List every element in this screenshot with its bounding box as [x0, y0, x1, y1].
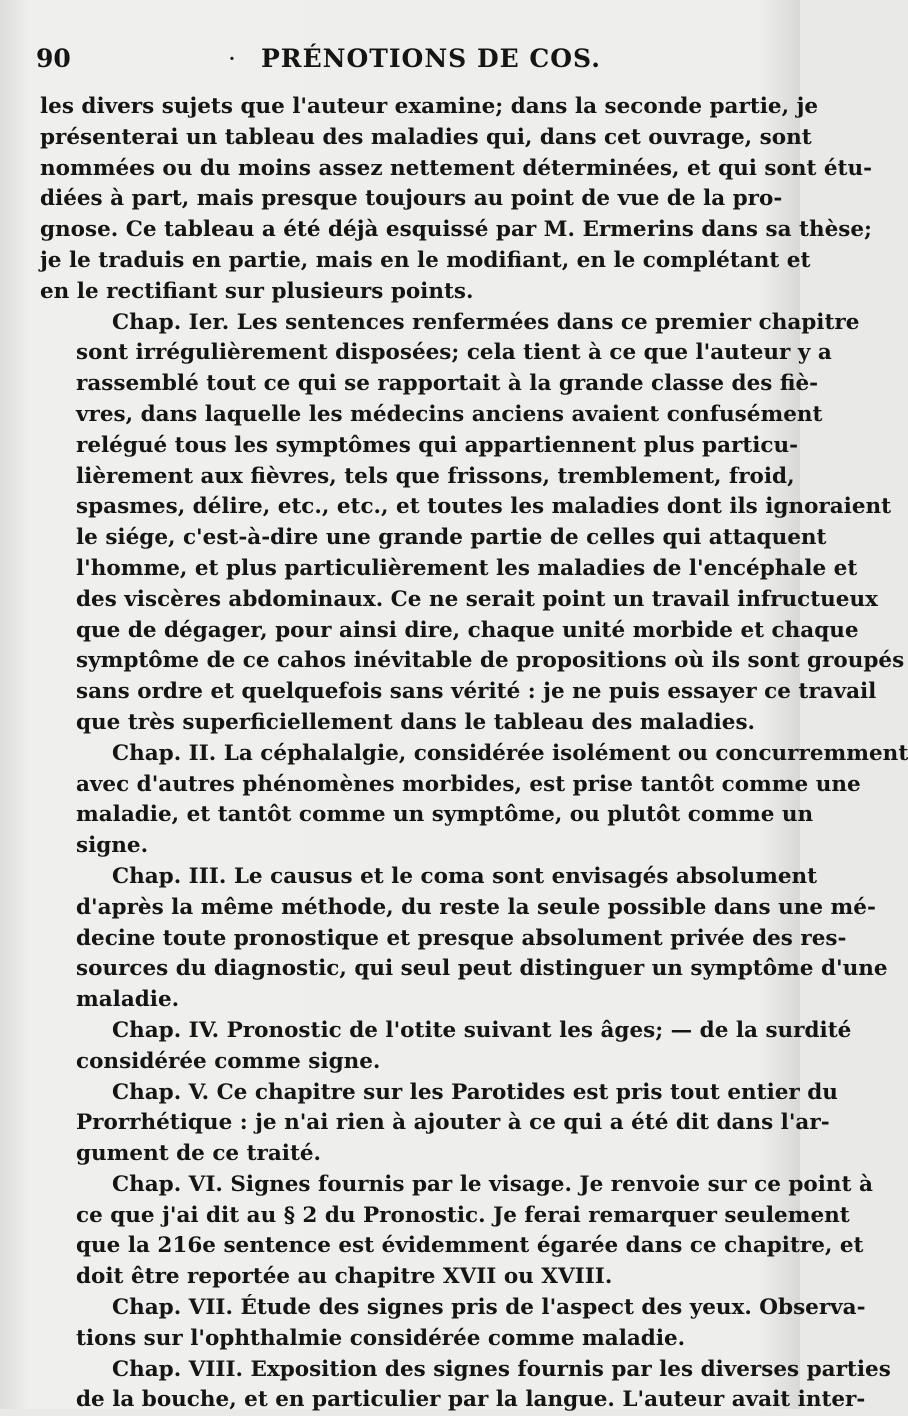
text-line: Chap. Ier. Les sentences renfermées dans ce premier chapitre [112, 309, 860, 335]
paragraph [40, 1293, 866, 1355]
text-line: considérée comme signe. [76, 1048, 381, 1074]
text-line: avec d'autres phénomènes morbides, est prise tantôt comme une [76, 771, 861, 797]
paragraph [40, 92, 873, 308]
body-text [40, 92, 908, 1416]
text-line: decine toute pronostique et presque absolument privée des res- [76, 925, 847, 951]
text-line: je le traduis en partie, mais en le modifiant, en le complétant et [40, 247, 811, 273]
text-line: symptôme de ce cahos inévitable de propositions où ils sont groupés [76, 648, 905, 674]
text-line: des viscères abdominaux. Ce ne serait point un travail infructueux [76, 586, 878, 612]
text-line: lièrement aux fièvres, tels que frissons, tremblement, froid, [76, 463, 795, 489]
page-number: 90 [36, 44, 71, 73]
text-line: d'après la même méthode, du reste la seule possible dans une mé- [76, 894, 876, 920]
text-line: doit être reportée au chapitre XVII ou XVIII. [76, 1264, 613, 1290]
paragraph [40, 308, 905, 739]
text-line: Chap. IV. Pronostic de l'otite suivant les âges; — de la surdité [112, 1017, 852, 1043]
text-line: ce que j'ai dit au § 2 du Pronostic. Je ferai remarquer seulement [76, 1202, 850, 1228]
paragraph [40, 862, 888, 1016]
text-line: Chap. VI. Signes fournis par le visage. Je renvoie sur ce point à [112, 1171, 873, 1197]
text-line: Chap. VIII. Exposition des signes fournis par les diverses parties [112, 1356, 891, 1382]
text-line: vres, dans laquelle les médecins anciens avaient confusément [76, 401, 823, 427]
text-line: que la 216e sentence est évidemment égarée dans ce chapitre, et [76, 1233, 864, 1259]
text-line: le siége, c'est-à-dire une grande partie de celles qui attaquent [76, 525, 827, 551]
text-line: présenterai un tableau des maladies qui, dans cet ouvrage, sont [40, 124, 812, 150]
text-line: sources du diagnostic, qui seul peut distinguer un symptôme d'une [76, 956, 888, 982]
text-line: Chap. II. La céphalalgie, considérée isolément ou concurremment [112, 740, 908, 766]
text-line: maladie, et tantôt comme un symptôme, ou plutôt comme un [76, 802, 814, 828]
text-line: les divers sujets que l'auteur examine; dans la seconde partie, je [40, 94, 819, 119]
paragraph [40, 1355, 891, 1416]
header-separator: · [228, 44, 236, 73]
text-line: que très superficiellement dans le tableau des maladies. [76, 709, 756, 735]
text-line: de la bouche, et en particulier par la langue. L'auteur avait inter- [76, 1387, 866, 1413]
text-line: sont irrégulièrement disposées; cela tient à ce que l'auteur y a [76, 340, 832, 366]
page-header [36, 44, 760, 84]
paragraph [40, 1170, 873, 1293]
text-line: que de dégager, pour ainsi dire, chaque unité morbide et chaque [76, 617, 859, 643]
paragraph [40, 1016, 852, 1078]
paragraph [40, 1078, 838, 1170]
text-line: Prorrhétique : je n'ai rien à ajouter à ce qui a été dit dans l'ar- [76, 1110, 830, 1136]
text-line: sans ordre et quelquefois sans vérité : je ne puis essayer ce travail [76, 679, 877, 705]
text-line: diées à part, mais presque toujours au point de vue de la pro- [40, 186, 783, 212]
text-line: l'homme, et plus particulièrement les maladies de l'encéphale et [76, 555, 858, 581]
text-line: relégué tous les symptômes qui appartiennent plus particu- [76, 432, 799, 458]
text-line: en le rectifiant sur plusieurs points. [40, 278, 474, 304]
text-line: Chap. III. Le causus et le coma sont envisagés absolument [112, 863, 818, 889]
text-line: spasmes, délire, etc., etc., et toutes les maladies dont ils ignoraient [76, 494, 892, 520]
text-line: Chap. VII. Étude des signes pris de l'aspect des yeux. Observa- [112, 1295, 866, 1321]
text-line: rassemblé tout ce qui se rapportait à la grande classe des fiè- [76, 371, 819, 397]
text-line: maladie. [76, 987, 180, 1013]
text-line: nommées ou du moins assez nettement déterminées, et qui sont étu- [40, 155, 873, 181]
text-line: signe. [76, 833, 149, 859]
text-line: tions sur l'ophthalmie considérée comme maladie. [76, 1325, 686, 1351]
paragraph [40, 739, 908, 862]
text-line: gument de ce traité. [76, 1141, 322, 1167]
running-title: PRÉNOTIONS DE COS. [261, 44, 601, 73]
text-line: gnose. Ce tableau a été déjà esquissé par M. Ermerins dans sa thèse; [40, 217, 872, 243]
text-line: Chap. V. Ce chapitre sur les Parotides est pris tout entier du [112, 1079, 838, 1105]
